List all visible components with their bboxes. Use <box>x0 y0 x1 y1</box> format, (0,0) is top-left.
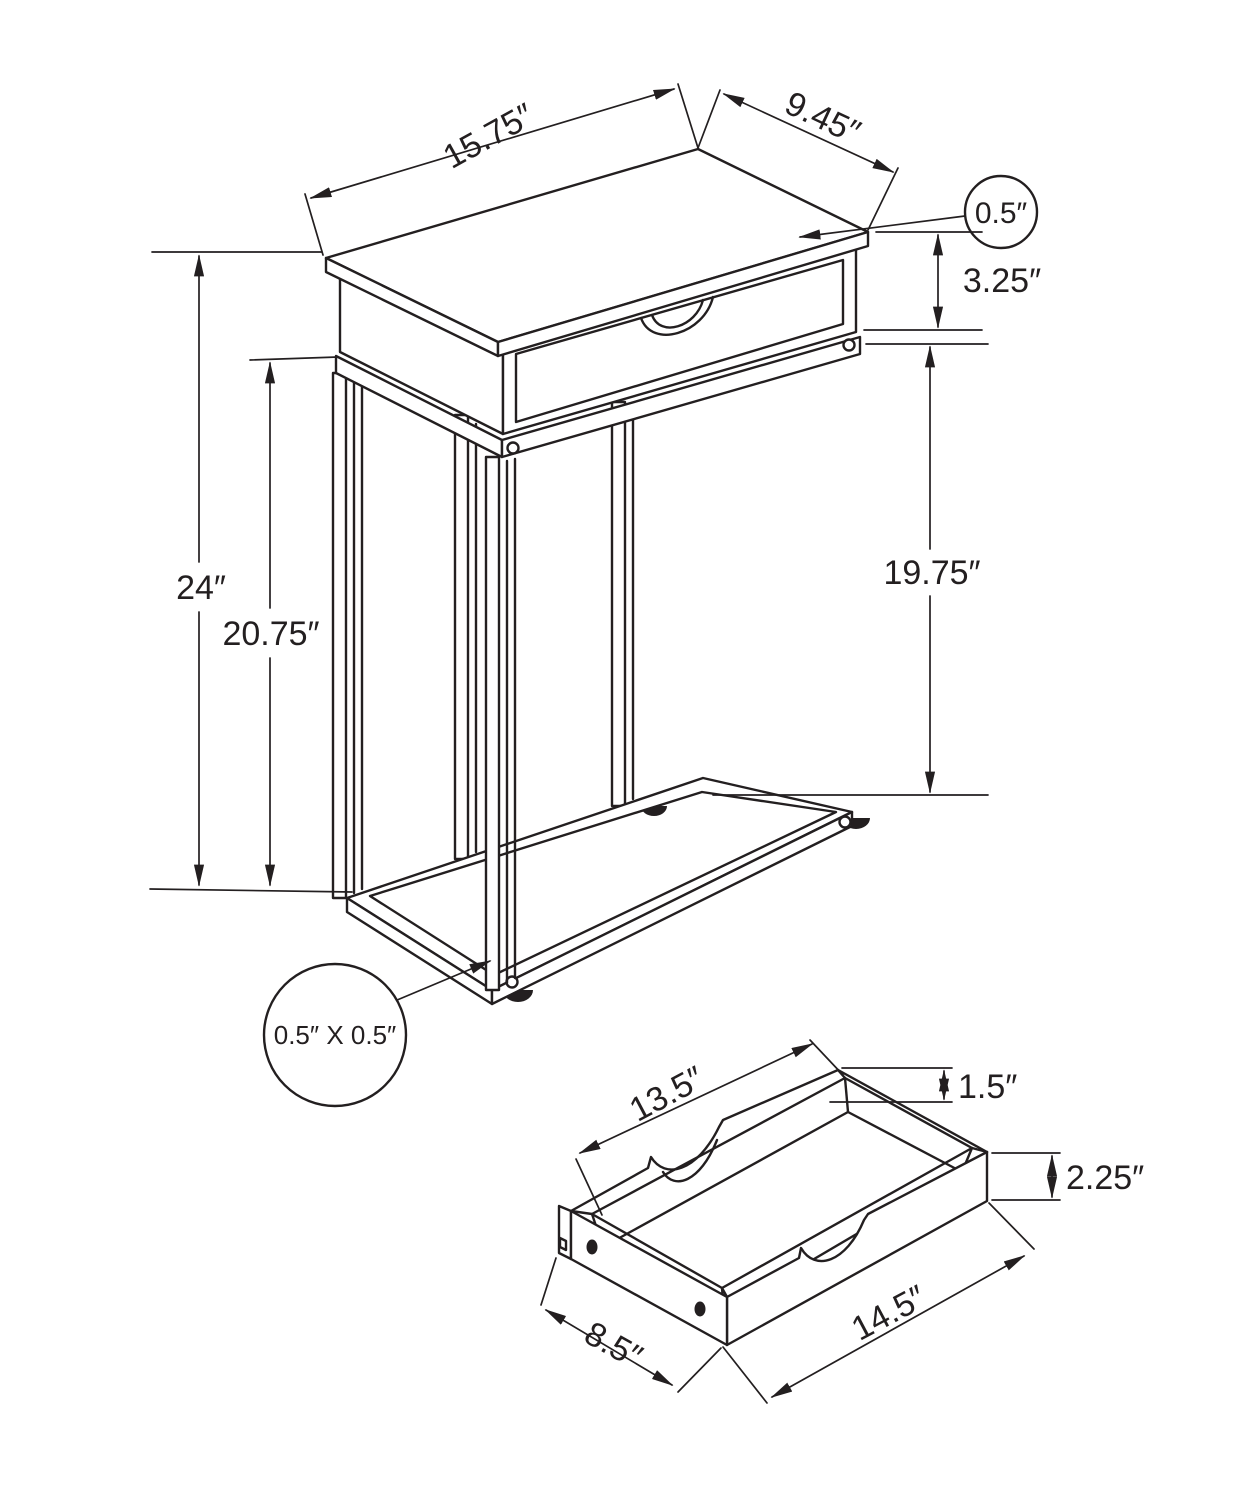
dim-drawer-depth-label: 8.5″ <box>578 1314 649 1377</box>
dim-top-width-label: 15.75″ <box>436 96 541 177</box>
dim-drawer-rim-drop <box>830 1068 1017 1106</box>
dim-drawer-inner-length-label: 13.5″ <box>623 1059 711 1130</box>
dim-leg-height-label: 20.75″ <box>222 615 320 653</box>
dim-top-depth-label: 9.45″ <box>779 84 867 152</box>
dim-drawer-face-height <box>864 232 1041 330</box>
screw-hole <box>587 1240 598 1255</box>
screw-hole <box>840 817 851 828</box>
leg-mid-back <box>455 415 476 859</box>
leg-back-left <box>333 373 362 898</box>
dim-total-height-label: 24″ <box>176 569 226 607</box>
dim-drawer-side-height-label: 2.25″ <box>1066 1159 1145 1197</box>
leg-front-left <box>486 457 515 990</box>
dim-drawer-side-height <box>992 1153 1144 1200</box>
dim-leg-height <box>222 357 338 885</box>
dim-tube-size-label: 0.5″ X 0.5″ <box>273 1020 397 1050</box>
dim-clearance-height <box>713 344 988 795</box>
dim-drawer-rim-drop-label: 1.5″ <box>958 1068 1018 1106</box>
screw-hole <box>508 443 519 454</box>
drawer-detail-view <box>541 1040 1144 1403</box>
callout-tube-size <box>264 961 490 1106</box>
screw-hole <box>695 1302 706 1317</box>
screw-hole <box>844 340 855 351</box>
dim-total-height <box>150 252 352 892</box>
main-table-view <box>150 84 1041 1106</box>
dim-top-thickness-label: 0.5″ <box>974 197 1028 230</box>
dim-clearance-height-label: 19.75″ <box>883 554 981 592</box>
leg-mid-front <box>612 402 633 806</box>
base-frame <box>347 778 852 1004</box>
dim-drawer-face-height-label: 3.25″ <box>962 262 1042 300</box>
dim-drawer-outer-length-label: 14.5″ <box>845 1278 933 1349</box>
